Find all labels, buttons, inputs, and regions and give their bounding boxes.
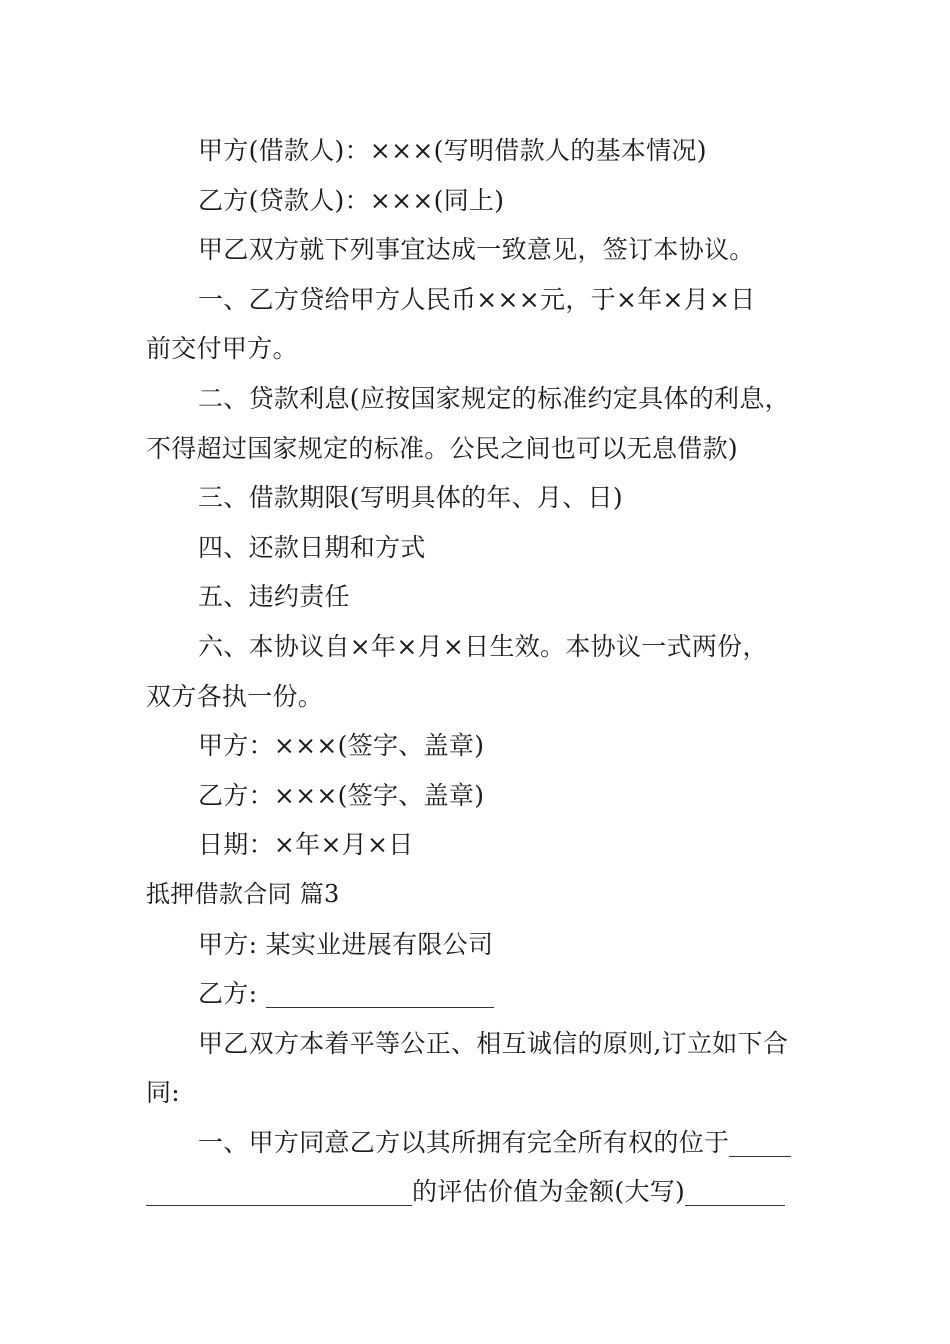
document-line [146, 126, 808, 176]
line-text: 甲方: 某实业进展有限公司 [198, 929, 494, 959]
document-line [146, 523, 808, 573]
document-body [146, 126, 808, 1217]
line-text: 三、借款期限(写明具体的年、月、日) [198, 483, 623, 513]
document-line [146, 1118, 808, 1168]
document-line [146, 1068, 808, 1118]
line-text: 抵押借款合同 篇3 [146, 879, 340, 908]
line-text: 甲方：×××(签字、盖章) [198, 731, 485, 761]
document-line [146, 969, 808, 1019]
document-line [146, 176, 808, 226]
line-text: 不得超过国家规定的标准。公民之间也可以无息借款) [146, 433, 738, 463]
line-text: 日期：×年×月×日 [198, 830, 414, 860]
line-text: 前交付甲方。 [146, 334, 298, 364]
line-text: 同: [146, 1078, 181, 1108]
fill-in-blank [729, 1126, 791, 1157]
document-line [146, 721, 808, 771]
document-line [146, 672, 808, 722]
document-line [146, 920, 808, 970]
document-line [146, 374, 808, 424]
line-text: 五、违约责任 [198, 582, 350, 612]
document-line [146, 275, 808, 325]
line-text: 一、乙方贷给甲方人民币×××元，于×年×月×日 [198, 284, 756, 314]
line-text: 一、甲方同意乙方以其所拥有完全所有权的位于 [198, 1127, 730, 1157]
line-text: 四、还款日期和方式 [198, 532, 426, 562]
document-line [146, 1019, 808, 1069]
line-text: 的评估价值为金额(大写) [412, 1177, 686, 1207]
line-text: 乙方：×××(签字、盖章) [198, 780, 485, 810]
line-text: 甲乙双方本着平等公正、相互诚信的原则,订立如下合 [198, 1028, 789, 1058]
line-text: 双方各执一份。 [146, 681, 324, 711]
line-text: 甲乙双方就下列事宜达成一致意见，签订本协议。 [198, 235, 755, 265]
document-line [146, 820, 808, 870]
document-line [146, 473, 808, 523]
document-line [146, 572, 808, 622]
document-line [146, 424, 808, 474]
document-line [146, 622, 808, 672]
line-text: 乙方(贷款人)：×××(同上) [198, 185, 505, 215]
fill-in-blank [266, 977, 494, 1008]
line-text: 六、本协议自×年×月×日生效。本协议一式两份， [198, 631, 768, 661]
document-line [146, 771, 808, 821]
fill-in-blank [146, 1175, 412, 1206]
document-line [146, 1167, 808, 1217]
document-line [146, 324, 808, 374]
line-text: 甲方(借款人)：×××(写明借款人的基本情况) [198, 136, 707, 165]
section-heading [146, 870, 808, 920]
fill-in-blank [685, 1175, 785, 1206]
document-line [146, 225, 808, 275]
line-text: 二、贷款利息(应按国家规定的标准约定具体的利息， [198, 383, 790, 413]
line-text: 乙方: [198, 979, 266, 1009]
